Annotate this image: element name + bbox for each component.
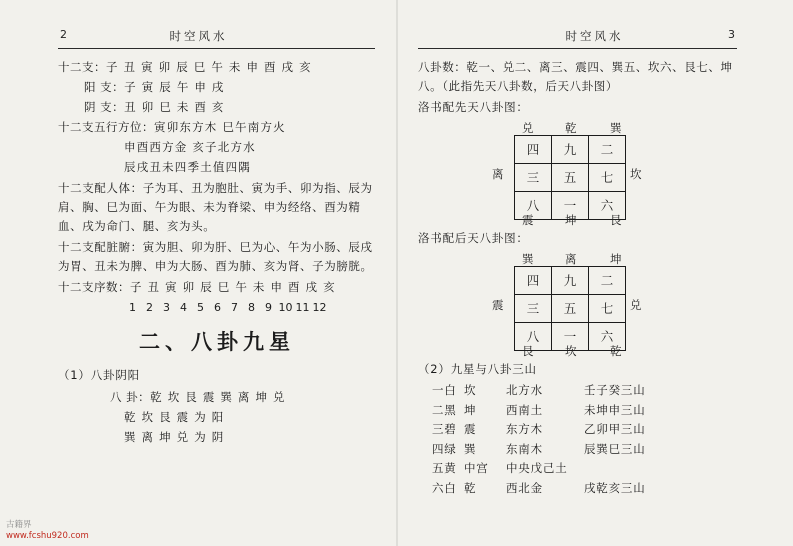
renti-text: 子为耳、丑为胞肚、寅为手、卯为指、辰为肩、胸、巳为面、午为眼、未为脊梁、申为经络、酉为精血、戌为命门、腿、亥为头。 — [58, 181, 373, 233]
table-row — [418, 381, 738, 401]
wuxing-row — [58, 118, 376, 137]
grid-cell: 九 — [552, 267, 589, 295]
trigram: 巽 — [464, 441, 477, 456]
right-page — [396, 0, 793, 546]
xushu-number: 1 — [129, 301, 136, 314]
zangfu-text: 寅为胆、卯为肝、巳为心、午为小肠、辰戌为胃、丑未为脾、申为大肠、酉为肺、亥为肾、子为膀胱。 — [58, 240, 373, 273]
star-name: 四绿 — [432, 441, 457, 456]
element-direction: 东南木 — [506, 441, 543, 456]
trigram-label: 坤 — [565, 213, 577, 227]
wuxing-line-1: 寅卯东方木 巳午南方火 — [154, 120, 286, 134]
watermark — [6, 520, 89, 542]
row-value: 丑 卯 巳 未 酉 亥 — [124, 100, 225, 114]
trigram-label: 离 — [492, 167, 504, 181]
bagua-value: 乾 坎 艮 震 巽 离 坤 兑 — [150, 390, 286, 404]
xushu-value: 子 丑 寅 卯 辰 巳 午 未 申 酉 戌 亥 — [130, 280, 336, 294]
trigram-label: 巽 — [522, 252, 534, 266]
luoshu-grid — [514, 135, 626, 220]
grid-cell: 七 — [589, 295, 626, 323]
grid-cell: 三 — [515, 164, 552, 192]
grid-row — [515, 164, 626, 192]
grid-row — [515, 323, 626, 351]
bagua-row — [58, 388, 376, 407]
three-mountains: 乙卯甲三山 — [584, 422, 646, 436]
table-row — [418, 479, 738, 499]
luoshu-xiantian-caption: 洛书配先天八卦图： — [418, 100, 529, 114]
right-running-title: 时空风水 — [565, 29, 624, 43]
left-header-rule — [58, 48, 375, 49]
xushu-number: 11 — [295, 301, 310, 314]
bagua-number-label: 八卦数： — [418, 60, 467, 74]
star-name: 六白 — [432, 480, 457, 495]
trigram-label: 坤 — [610, 252, 622, 266]
trigram-label: 巽 — [610, 121, 622, 135]
luoshu-houtian-diagram — [418, 250, 738, 356]
star-name: 二黑 — [432, 402, 457, 417]
table-row — [418, 459, 738, 479]
trigram-label: 兑 — [522, 121, 534, 135]
grid-row — [515, 267, 626, 295]
three-mountains — [584, 459, 684, 479]
left-page-header — [0, 28, 397, 46]
row-label: 阴 支： — [84, 100, 125, 114]
bagua-number-block — [418, 58, 738, 96]
left-page-number: 2 — [60, 28, 67, 41]
left-page-body — [58, 58, 376, 448]
grid-cell: 五 — [552, 295, 589, 323]
watermark-line-1: 古籍界 — [6, 520, 32, 530]
subsection-title: （1）八卦阴阳 — [58, 368, 140, 382]
bagua-yin: 巽 离 坤 兑 为 阴 — [124, 430, 225, 444]
trigram-label: 坎 — [565, 344, 577, 358]
jiuxing-table — [418, 381, 738, 498]
element-direction: 中央戊己土 — [506, 461, 568, 475]
wuxing-line-2: 申酉西方金 亥子北方水 — [124, 140, 256, 154]
bagua-yang: 乾 坎 艮 震 为 阳 — [124, 410, 225, 424]
xushu-number: 5 — [197, 301, 204, 314]
xushu-number: 10 — [278, 301, 293, 314]
element-direction: 西北金 — [506, 480, 543, 495]
table-row — [418, 401, 738, 421]
bagua-row — [58, 428, 376, 447]
xushu-number: 9 — [265, 301, 272, 314]
zangfu-label: 十二支配脏腑： — [58, 240, 143, 254]
grid-cell: 六 — [589, 323, 626, 351]
xushu-numbers — [58, 298, 376, 317]
bagua-row — [58, 408, 376, 427]
trigram: 震 — [464, 422, 477, 436]
three-mountains: 未坤申三山 — [584, 402, 646, 417]
trigram-label: 坎 — [630, 167, 642, 181]
trigram-label: 离 — [565, 252, 577, 266]
grid-row — [515, 192, 626, 220]
jiuxing-caption: （2）九星与八卦三山 — [418, 362, 537, 376]
row-label: 十二支： — [58, 60, 106, 74]
trigram: 乾 — [464, 480, 477, 495]
three-mountains: 辰巽巳三山 — [584, 441, 646, 456]
text-row — [58, 98, 376, 117]
xushu-number: 4 — [180, 301, 187, 314]
luoshu-grid — [514, 266, 626, 351]
grid-cell: 九 — [552, 136, 589, 164]
right-page-number: 3 — [728, 28, 735, 41]
xushu-row — [58, 278, 376, 297]
text-row — [58, 58, 376, 77]
xushu-number: 12 — [312, 301, 327, 314]
trigram: 坤 — [464, 402, 477, 417]
grid-cell: 八 — [515, 323, 552, 351]
xushu-number: 2 — [146, 301, 153, 314]
renti-label: 十二支配人体： — [58, 181, 143, 195]
right-page-body — [418, 58, 738, 498]
left-running-title: 时空风水 — [169, 29, 228, 43]
grid-row — [515, 136, 626, 164]
trigram-label: 艮 — [610, 213, 622, 227]
grid-cell: 一 — [552, 192, 589, 220]
luoshu-xiantian-diagram — [418, 119, 738, 225]
star-name: 三碧 — [432, 422, 457, 436]
star-name: 一白 — [432, 383, 457, 397]
grid-cell: 四 — [515, 136, 552, 164]
grid-cell: 六 — [589, 192, 626, 220]
watermark-line-2: www.fcshu920.com — [6, 531, 89, 541]
trigram-label: 乾 — [610, 344, 622, 358]
text-row — [58, 78, 376, 97]
grid-cell: 八 — [515, 192, 552, 220]
xushu-label: 十二支序数： — [58, 280, 130, 294]
xushu-number: 7 — [231, 301, 238, 314]
xushu-number: 6 — [214, 301, 221, 314]
row-value: 子 丑 寅 卯 辰 巳 午 未 申 酉 戌 亥 — [106, 60, 312, 74]
grid-cell: 四 — [515, 267, 552, 295]
wuxing-row — [58, 158, 376, 177]
grid-cell: 一 — [552, 323, 589, 351]
grid-cell: 二 — [589, 136, 626, 164]
trigram-label: 艮 — [522, 344, 534, 358]
grid-cell: 二 — [589, 267, 626, 295]
three-mountains: 壬子癸三山 — [584, 383, 646, 397]
element-direction: 东方木 — [506, 422, 543, 436]
zangfu-block — [58, 238, 376, 276]
star-name: 五黄 — [432, 461, 457, 475]
xushu-number: 8 — [248, 301, 255, 314]
luoshu-houtian-caption: 洛书配后天八卦图： — [418, 231, 529, 245]
trigram-label: 震 — [522, 213, 534, 227]
trigram-label: 兑 — [630, 298, 642, 312]
right-header-rule — [418, 48, 737, 49]
xushu-number: 3 — [163, 301, 170, 314]
element-direction: 西南土 — [506, 402, 543, 417]
section-title: 二、八卦九星 — [139, 330, 295, 354]
table-row — [418, 420, 738, 440]
trigram-label: 乾 — [565, 121, 577, 135]
row-label: 阳 支： — [84, 80, 125, 94]
table-row — [418, 440, 738, 460]
right-page-header — [396, 28, 793, 46]
element-direction: 北方水 — [506, 383, 543, 397]
wuxing-row — [58, 138, 376, 157]
trigram: 中宫 — [464, 461, 489, 475]
bagua-number-text: 乾一、兑二、离三、震四、巽五、坎六、艮七、坤八。（此指先天八卦数，后天八卦图） — [418, 60, 733, 93]
trigram-label: 震 — [492, 298, 504, 312]
bagua-label: 八 卦： — [110, 390, 151, 404]
wuxing-label: 十二支五行方位： — [58, 120, 154, 134]
wuxing-line-3: 辰戌丑未四季土值四隅 — [124, 160, 251, 174]
grid-row — [515, 295, 626, 323]
grid-cell: 三 — [515, 295, 552, 323]
three-mountains: 戌乾亥三山 — [584, 480, 646, 495]
grid-cell: 五 — [552, 164, 589, 192]
trigram: 坎 — [464, 383, 477, 397]
renti-block — [58, 179, 376, 236]
grid-cell: 七 — [589, 164, 626, 192]
row-value: 子 寅 辰 午 申 戌 — [124, 80, 225, 94]
